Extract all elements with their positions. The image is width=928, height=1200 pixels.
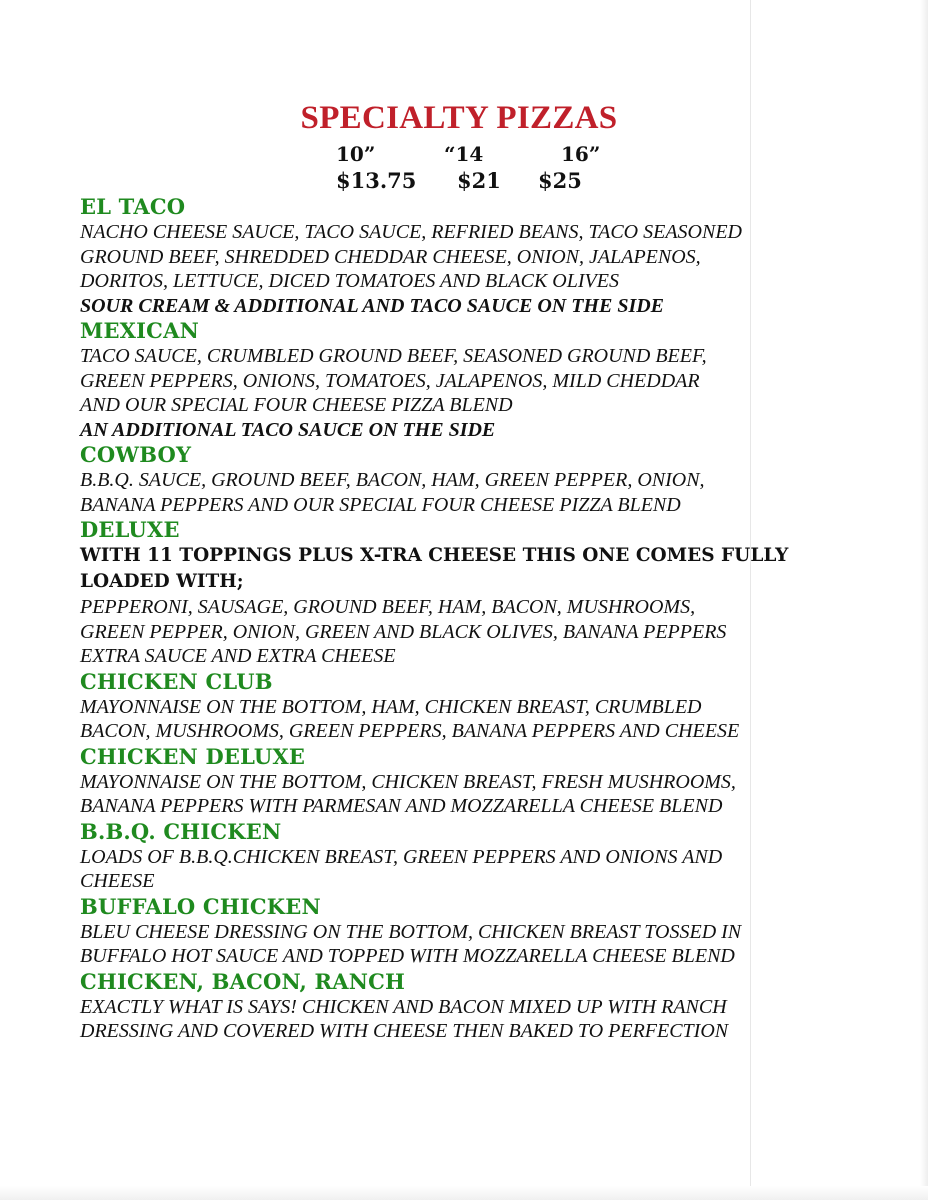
item-name: DELUXE bbox=[80, 517, 180, 542]
menu-item-bbq-chicken bbox=[80, 819, 860, 894]
menu-item-chicken-club bbox=[80, 669, 860, 744]
item-note: AN ADDITIONAL TACO SAUCE ON THE SIDE bbox=[80, 418, 496, 441]
item-name: CHICKEN, BACON, RANCH bbox=[80, 968, 406, 994]
item-description: BLEU CHEESE DRESSING ON THE BOTTOM, CHICKEN BREAST TOSSED IN BUFFALO HOT SAUCE AND TOPPED WITH MOZZARELLA CHEESE BLEND bbox=[80, 920, 742, 967]
item-description: PEPPERONI, SAUSAGE, GROUND BEEF, HAM, BACON, MUSHROOMS, GREEN PEPPER, ONION, GREEN AND BLACK OLIVES, BANANA PEPPERS EXTRA SAUCE AND EXTRA CHEESE bbox=[80, 596, 727, 667]
item-note: SOUR CREAM & ADDITIONAL AND TACO SAUCE ON THE SIDE bbox=[80, 294, 665, 317]
paper-bottom-edge bbox=[0, 1186, 928, 1200]
item-description: B.B.Q. SAUCE, GROUND BEEF, BACON, HAM, GREEN PEPPER, ONION, BANANA PEPPERS AND OUR SPECIAL FOUR CHEESE PIZZA BLEND bbox=[80, 469, 705, 516]
item-description: NACHO CHEESE SAUCE, TACO SAUCE, REFRIED BEANS, TACO SEASONED GROUND BEEF, SHREDDED CHEDDAR CHEESE, ONION, JALAPENOS, DORITOS, LETTUCE, DICED TOMATOES AND BLACK OLIVES bbox=[80, 221, 742, 292]
menu-item-chicken-bacon-ranch bbox=[80, 969, 860, 1044]
pizza-list bbox=[80, 194, 860, 1044]
item-name: MEXICAN bbox=[80, 318, 199, 343]
item-description: MAYONNAISE ON THE BOTTOM, HAM, CHICKEN BREAST, CRUMBLED BACON, MUSHROOMS, GREEN PEPPERS, BANANA PEPPERS AND CHEESE bbox=[80, 695, 740, 742]
size-medium: “14 bbox=[444, 142, 484, 166]
menu-item-mexican bbox=[80, 318, 860, 442]
menu-item-buffalo-chicken bbox=[80, 894, 860, 969]
menu-item-cowboy bbox=[80, 442, 860, 517]
price-large: $25 bbox=[538, 168, 582, 193]
price-medium: $21 bbox=[457, 168, 501, 193]
item-description: LOADS OF B.B.Q.CHICKEN BREAST, GREEN PEPPERS AND ONIONS AND CHEESE bbox=[80, 845, 723, 892]
size-large: 16” bbox=[561, 142, 601, 166]
item-name: EL TACO bbox=[80, 194, 186, 219]
item-description: TACO SAUCE, CRUMBLED GROUND BEEF, SEASONED GROUND BEEF, GREEN PEPPERS, ONIONS, TOMATOES, JALAPENOS, MILD CHEDDAR AND OUR SPECIAL FOUR CHEESE PIZZA BLEND bbox=[80, 345, 707, 416]
item-name: CHICKEN DELUXE bbox=[80, 743, 306, 769]
item-name: BUFFALO CHICKEN bbox=[80, 893, 321, 919]
item-name: CHICKEN CLUB bbox=[80, 668, 273, 694]
menu-item-el-taco bbox=[80, 194, 860, 318]
menu-item-chicken-deluxe bbox=[80, 744, 860, 819]
paper-edge-shadow bbox=[920, 0, 928, 1200]
page-title: SPECIALTY PIZZAS bbox=[300, 100, 618, 136]
item-intro: WITH 11 TOPPINGS PLUS X-TRA CHEESE THIS ONE COMES FULLY LOADED WITH; bbox=[80, 545, 789, 592]
item-name: B.B.Q. CHICKEN bbox=[80, 818, 282, 844]
item-description: MAYONNAISE ON THE BOTTOM, CHICKEN BREAST, FRESH MUSHROOMS, BANANA PEPPERS WITH PARMESAN AND MOZZARELLA CHEESE BLEND bbox=[80, 770, 736, 817]
item-name: COWBOY bbox=[80, 442, 192, 467]
menu-item-deluxe bbox=[80, 517, 860, 669]
size-small: 10” bbox=[336, 142, 376, 166]
item-description: EXACTLY WHAT IS SAYS! CHICKEN AND BACON MIXED UP WITH RANCH DRESSING AND COVERED WITH CHEESE THEN BAKED TO PERFECTION bbox=[80, 995, 729, 1042]
menu-header bbox=[0, 100, 918, 137]
price-small: $13.75 bbox=[336, 168, 417, 193]
